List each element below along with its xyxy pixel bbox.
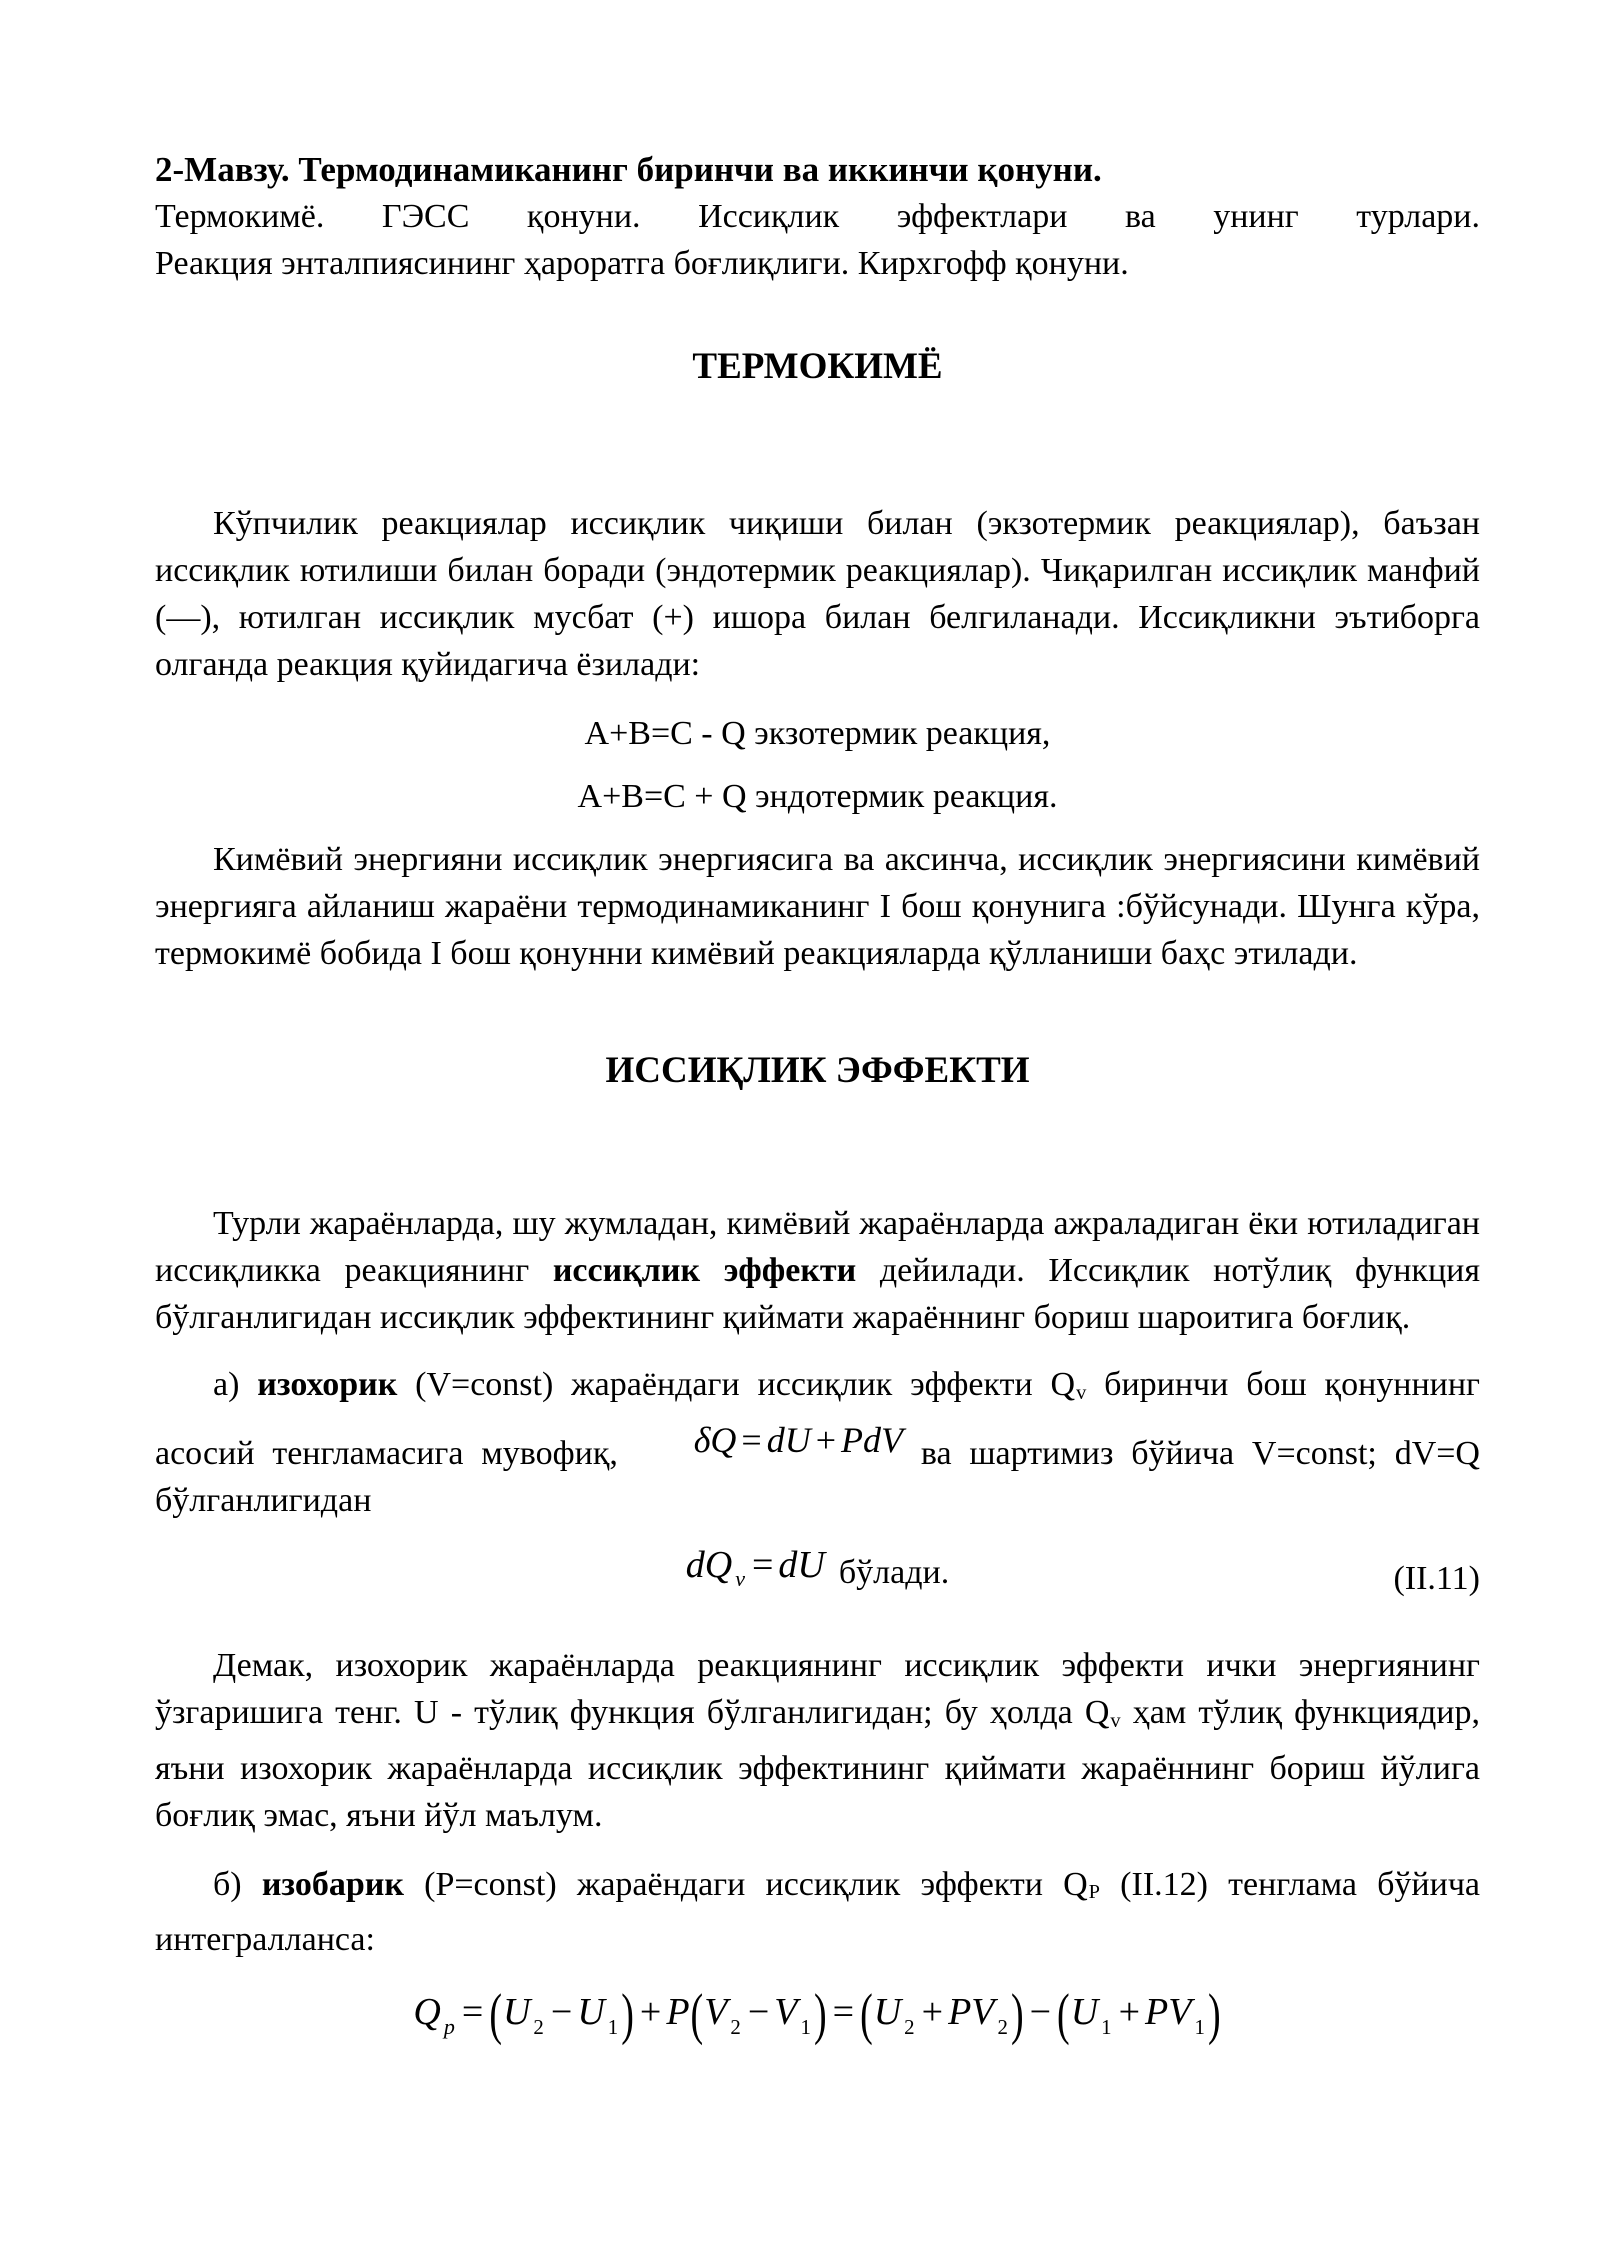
formula-subscript: 1	[1101, 2014, 1112, 2039]
isobaric-bold-term: изобарик	[261, 1865, 404, 1903]
text-run: Демак, изохорик жараёнларда реакциянинг иссиқлик эффекти ички энергиянинг ўзгаришига тенг. U - тўлиқ функция бўлганлигидан; бу ҳолда Q	[155, 1646, 1480, 1731]
formula-part: +	[1118, 1991, 1141, 2034]
formula-part: PV	[1145, 1991, 1192, 2034]
formula-subscript: 2	[904, 2014, 915, 2039]
text-run: (II.12) тенглама бўйича интегралланса:	[155, 1865, 1481, 1959]
formula-paren: )	[813, 1983, 827, 2047]
para-heat-effect-definition	[155, 1200, 1480, 1341]
formula-part: =	[832, 1991, 855, 2034]
formula-part: −	[747, 1991, 770, 2034]
formula-paren: (	[489, 1983, 502, 2047]
formula-part: =	[461, 1991, 484, 2034]
section-heading-issiqlik-effekti: ИССИҚЛИК ЭФФЕКТИ	[605, 1050, 1030, 1091]
formula-part: −	[1029, 1991, 1052, 2034]
formula-subscript: 1	[607, 2014, 619, 2039]
equation-12-row	[155, 1983, 1480, 2050]
para-first-law: Кимёвий энергияни иссиқлик энергиясига ва аксинча, иссиқлик энергиясини кимёвий энергияга айланиш жараёни термодинамиканинг I бош қонунига :бўйсунади. Шунга кўра, термокимё бобида I бош қонунни кимёвий реакцияларда қўлланиши баҳс этилади.	[155, 841, 1480, 972]
equation-11-tail: бўлади.	[838, 1553, 950, 1591]
text-run: (P=const) жараёндаги иссиқлик эффекти Q	[403, 1865, 1088, 1903]
formula-subscript: v	[735, 1565, 745, 1591]
formula-part: dU	[766, 1419, 811, 1460]
para-isobaric	[155, 1861, 1480, 1964]
text-run: дейилади. Иссиқлик нотўлиқ функция бўлганлигидан иссиқлик эффектининг қиймати жараённинг бориш шароитига боғлиқ.	[155, 1252, 1480, 1336]
text-run: а)	[213, 1366, 258, 1403]
formula-part: +	[815, 1419, 837, 1460]
formula-subscript: 2	[533, 2014, 544, 2039]
formula-part: +	[921, 1991, 944, 2034]
formula-part: U	[502, 1991, 531, 2034]
formula-part: P	[666, 1991, 690, 2034]
formula-part: =	[751, 1543, 774, 1586]
formula-paren: (	[1057, 1983, 1070, 2047]
text-run: биринчи бош қонуннинг асосий тенгламасига мувофиқ,	[155, 1366, 1480, 1472]
formula-part: U	[577, 1991, 605, 2034]
qv-subscript: v	[1076, 1381, 1087, 1404]
formula-qp-expansion	[413, 1983, 1221, 2047]
formula-subscript: 1	[800, 2014, 811, 2039]
text-run: Турли жараёнларда, шу жумладан, кимёвий жараёнларда ажраладиган ёки ютиладиган иссиқликка реакциянинг	[155, 1205, 1480, 1289]
qp-subscript: P	[1088, 1881, 1100, 1904]
reaction-line-endothermic: А+В=С + Q эндотермик реакция.	[577, 778, 1058, 815]
formula-paren: (	[690, 1983, 704, 2047]
formula-part: U	[1070, 1991, 1099, 2034]
formula-part: dU	[778, 1543, 825, 1586]
formula-subscript: p	[443, 2013, 455, 2039]
text-run: ва шартимиз бўйича V=const; dV=Q бўлганлигидан	[155, 1434, 1480, 1519]
formula-subscript: 1	[1194, 2014, 1205, 2039]
formula-paren: )	[1010, 1983, 1024, 2047]
formula-part: V	[774, 1991, 798, 2034]
formula-paren: )	[1207, 1983, 1221, 2047]
page-title: 2-Мавзу. Термодинамиканинг биринчи ва иккинчи қонуни.	[155, 150, 1102, 189]
formula-part: PdV	[841, 1419, 904, 1460]
formula-part: dQ	[685, 1543, 733, 1586]
page-subtitle-line2: Реакция энталпиясининг ҳароратга боғлиқлиги. Кирхгофф қонуни.	[155, 245, 1129, 282]
formula-subscript: 2	[730, 2014, 741, 2039]
formula-dqv-du	[685, 1543, 825, 1591]
formula-part: δQ	[693, 1419, 737, 1460]
page-subtitle-line1: Термокимё. ГЭСС қонуни. Иссиқлик эффектлари ва унинг турлари.	[155, 198, 1480, 235]
para-intro: Кўпчилик реакциялар иссиқлик чиқиши билан (экзотермик реакциялар), баъзан иссиқлик ютилиши билан боради (эндотермик реакциялар). Чиқарилган иссиқлик манфий (—), ютилган иссиқлик мусбат (+) ишора билан белгиланади. Иссиқликни эътиборга олганда реакция қуйидагича ёзилади:	[155, 505, 1480, 683]
formula-subscript: 2	[997, 2014, 1008, 2039]
isochoric-bold-term: изохорик	[257, 1366, 398, 1403]
equation-11-row	[155, 1532, 1480, 1614]
formula-paren: (	[860, 1983, 873, 2047]
formula-paren: )	[621, 1983, 634, 2047]
reaction-line-exothermic: А+В=С - Q экзотермик реакция,	[584, 715, 1051, 752]
equation-11-number: (II.11)	[1393, 1559, 1480, 1597]
formula-part: U	[873, 1991, 902, 2034]
para-isochoric-conclusion	[155, 1642, 1480, 1839]
formula-part: Q	[413, 1991, 441, 2034]
formula-part: −	[550, 1991, 573, 2034]
section-heading-termokimyo: ТЕРМОКИМЁ	[692, 346, 943, 387]
formula-part: +	[639, 1991, 662, 2034]
formula-part: PV	[948, 1991, 995, 2034]
text-run: (V=const) жараёндаги иссиқлик эффекти Q	[397, 1366, 1076, 1403]
formula-part: =	[741, 1419, 762, 1460]
qv-subscript: v	[1110, 1709, 1121, 1732]
inline-formula-delta-q	[636, 1417, 903, 1464]
text-run: б)	[213, 1865, 262, 1903]
heat-effect-bold-term: иссиқлик эффекти	[552, 1252, 857, 1289]
para-isochoric	[155, 1361, 1480, 1524]
formula-part: V	[704, 1991, 728, 2034]
text-run: ҳам тўлиқ функциядир, яъни изохорик жараёнларда иссиқлик эффектининг қиймати жараённинг бориш йўлига боғлиқ эмас, яъни йўл маълум.	[155, 1693, 1480, 1834]
